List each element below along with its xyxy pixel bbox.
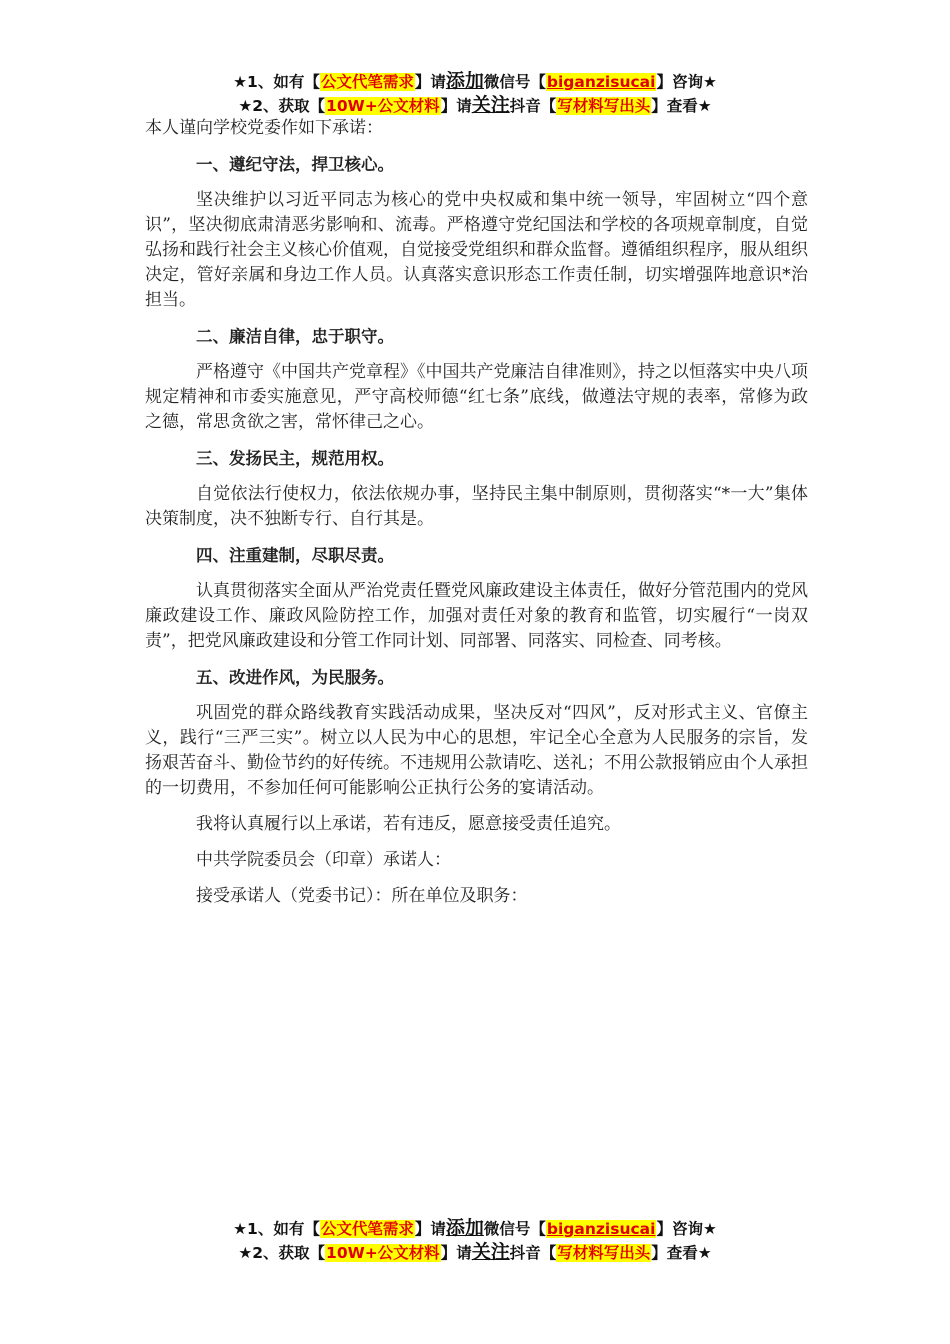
- banner-text: 抖音【: [509, 1244, 557, 1262]
- signature-committee: 中共学院委员会（印章）承诺人：: [196, 850, 451, 870]
- document-body: [145, 116, 808, 920]
- section-body: 坚决维护以习近平同志为核心的党中央权威和集中统一领导，牢固树立“四个意识”，坚决彻底肃清恶劣影响和、流毒。严格遵守党纪国法和学校的各项规章制度，自觉弘扬和践行社会主义核心价值观，自觉接受党组织和群众监督。遵循组织程序，服从组织决定，管好亲属和身边工作人员。认真落实意识形态工作责任制，切实增强阵地意识*治担当。: [145, 190, 808, 310]
- highlight-service: 公文代笔需求: [320, 1220, 414, 1238]
- section-body: 认真贯彻落实全面从严治党责任暨党风廉政建设主体责任，做好分管范围内的党风廉政建设工作、廉政风险防控工作，加强对责任对象的教育和监管，切实履行“一岗双责”，把党风廉政建设和分管工作同计划、同部署、同落实、同检查、同考核。: [145, 581, 808, 651]
- banner-line-2: [0, 94, 950, 118]
- section-body: 自觉依法行使权力，依法依规办事，坚持民主集中制原则，贯彻落实“*一大”集体决策制度，决不独断专行、自行其是。: [145, 484, 808, 529]
- banner-text: ★1、如有【: [233, 1220, 320, 1238]
- banner-text: 】请: [440, 1244, 472, 1262]
- banner-emphasis: 关注: [471, 1241, 510, 1263]
- closing-statement: 我将认真履行以上承诺，若有违反，愿意接受责任追究。: [196, 814, 621, 834]
- section-heading: 一、遵纪守法，捍卫核心。: [196, 155, 394, 174]
- banner-text: ★2、获取【: [238, 1244, 326, 1262]
- top-promo-banner: [0, 70, 950, 118]
- highlight-service: 公文代笔需求: [320, 73, 414, 91]
- section-heading: 五、改进作风，为民服务。: [196, 668, 394, 687]
- banner-emphasis: 关注: [471, 94, 510, 116]
- highlight-materials: 10W+公文材料: [326, 1244, 440, 1262]
- section-heading: 三、发扬民主，规范用权。: [196, 449, 394, 468]
- douyin-account: 写材料写出头: [557, 97, 651, 115]
- section-body: 巩固党的群众路线教育实践活动成果，坚决反对“四风”，反对形式主义、官僚主义，践行“三严三实”。树立以人民为中心的思想，牢记全心全意为人民服务的宗旨，发扬艰苦奋斗、勤俭节约的好传统。不违规用公款请吃、送礼；不用公款报销应由个人承担的一切费用，不参加任何可能影响公正执行公务的宴请活动。: [145, 703, 808, 798]
- banner-emphasis: 添加: [445, 70, 484, 92]
- banner-text: 】查看★: [651, 1244, 712, 1262]
- banner-text: ★1、如有【: [233, 73, 320, 91]
- intro-paragraph: 本人谨向学校党委作如下承诺：: [145, 118, 383, 138]
- wechat-id-link[interactable]: biganzisucai: [546, 1220, 656, 1238]
- banner-text: 】查看★: [651, 97, 712, 115]
- banner-text: 】咨询★: [656, 73, 717, 91]
- banner-text: ★2、获取【: [238, 97, 326, 115]
- banner-text: 】咨询★: [656, 1220, 717, 1238]
- banner-line-2: [0, 1241, 950, 1265]
- douyin-account: 写材料写出头: [557, 1244, 651, 1262]
- highlight-materials: 10W+公文材料: [326, 97, 440, 115]
- section-heading: 二、廉洁自律，忠于职守。: [196, 327, 394, 346]
- banner-line-1: [0, 70, 950, 94]
- section-body: 严格遵守《中国共产党章程》《中国共产党廉洁自律准则》，持之以恒落实中央八项规定精神和市委实施意见，严守高校师德“红七条”底线，做遵法守规的表率，常修为政之德，常思贪欲之害，常怀律己之心。: [145, 362, 808, 432]
- signature-secretary: 接受承诺人（党委书记）：所在单位及职务：: [196, 886, 528, 906]
- section-heading: 四、注重建制，尽职尽责。: [196, 546, 394, 565]
- banner-line-1: [0, 1217, 950, 1241]
- wechat-id-link[interactable]: biganzisucai: [546, 73, 656, 91]
- banner-text: 微信号【: [483, 1220, 546, 1238]
- banner-text: 】请: [440, 97, 472, 115]
- banner-text: 】请: [414, 1220, 446, 1238]
- banner-text: 抖音【: [509, 97, 557, 115]
- bottom-promo-banner: [0, 1217, 950, 1265]
- banner-text: 】请: [414, 73, 446, 91]
- banner-text: 微信号【: [483, 73, 546, 91]
- banner-emphasis: 添加: [445, 1217, 484, 1239]
